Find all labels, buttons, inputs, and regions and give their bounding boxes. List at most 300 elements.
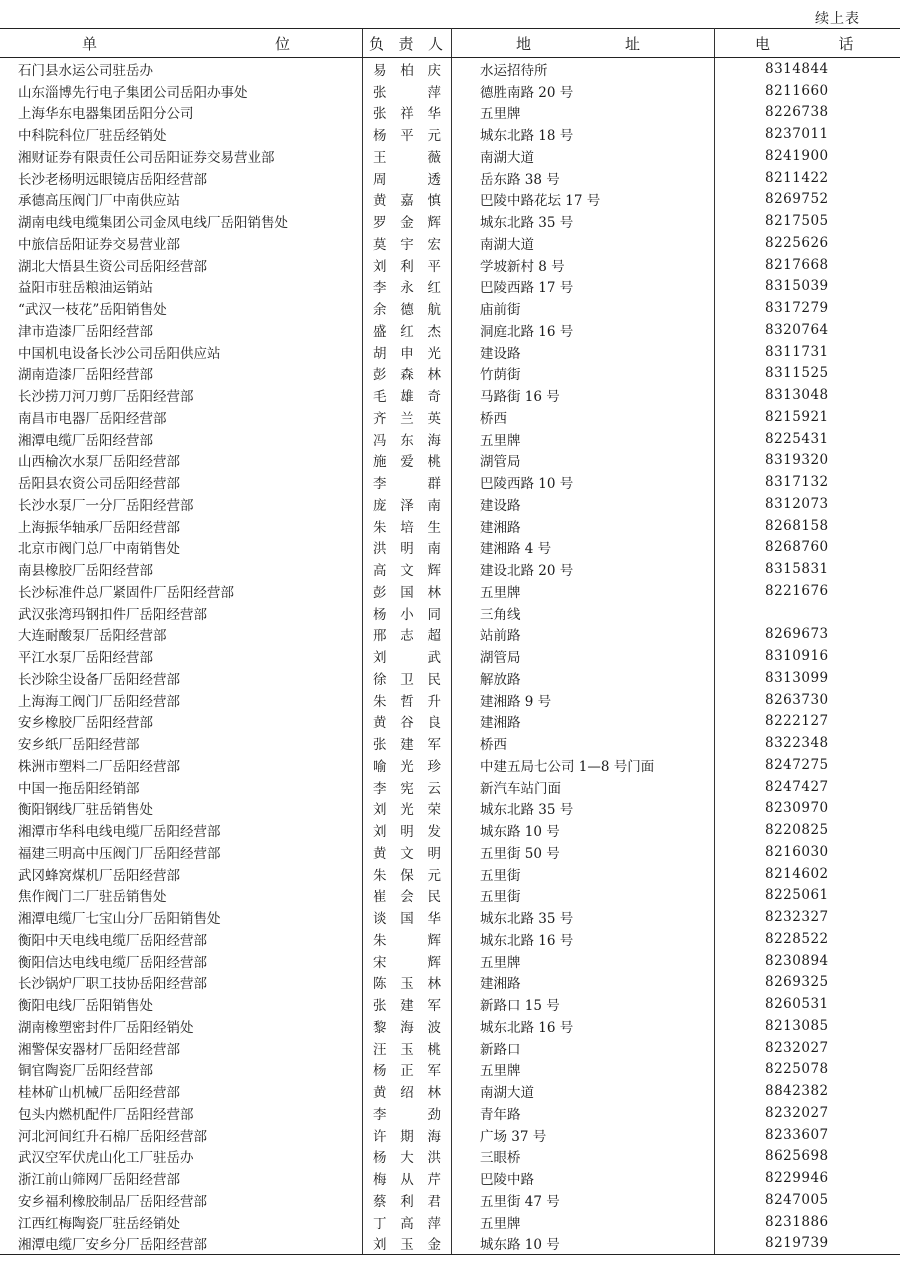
cell-phone: 8625698 (765, 1148, 829, 1165)
table-row (0, 841, 900, 863)
table-row (0, 341, 900, 363)
cell-person (363, 906, 452, 928)
person-name-char: 海 (427, 1128, 441, 1145)
table-row (0, 863, 900, 885)
cell-address: 建设路 (452, 341, 715, 363)
cell-phone: 8311731 (765, 343, 829, 360)
cell-phone: 8241900 (765, 147, 829, 164)
cell-person (363, 145, 452, 167)
cell-person (363, 1233, 452, 1255)
person-name-char: 升 (427, 693, 441, 710)
cell-address: 广场 37 号 (452, 1124, 715, 1146)
table-row (0, 754, 900, 776)
person-name-char: 南 (427, 497, 441, 514)
table-row (0, 885, 900, 907)
person-name-char: 华 (427, 911, 441, 928)
table-row (0, 167, 900, 189)
cell-phone: 8230970 (765, 800, 829, 817)
person-name-char: 易 (373, 62, 387, 79)
person-name-char: 李 (373, 1106, 387, 1123)
cell-person (363, 885, 452, 907)
header-phone-char: 话 (838, 34, 854, 53)
person-name-char: 国 (400, 584, 414, 601)
cell-unit: 石门县水运公司驻岳办 (18, 62, 153, 79)
header-unit-char: 单 (82, 34, 98, 53)
cell-phone: 8230894 (765, 952, 829, 969)
table-row (0, 80, 900, 102)
person-name-char: 光 (427, 345, 441, 362)
person-name (363, 1233, 451, 1253)
person-name-char: 云 (427, 780, 441, 797)
cell-phone: 8319320 (765, 452, 829, 469)
person-name-char: 莫 (373, 236, 387, 253)
person-name-char: 英 (427, 410, 441, 427)
person-name-char: 波 (427, 1019, 441, 1036)
table-row (0, 1211, 900, 1233)
cell-unit: 湘潭电缆厂岳阳经营部 (18, 432, 153, 449)
cell-person (363, 602, 452, 624)
header-person (363, 29, 452, 58)
person-name-char: 雄 (400, 389, 414, 406)
cell-phone: 8263730 (765, 691, 829, 708)
person-name (363, 276, 451, 296)
person-name-char: 航 (427, 302, 441, 319)
cell-phone: 8233607 (765, 1126, 829, 1143)
header-unit (0, 29, 363, 58)
cell-unit: 长沙水泵厂一分厂岳阳经营部 (18, 497, 194, 514)
cell-phone: 8229946 (765, 1170, 829, 1187)
cell-phone: 8317132 (765, 474, 829, 491)
table-row (0, 558, 900, 580)
person-name-char: 薇 (427, 149, 441, 166)
person-name (363, 733, 451, 753)
cell-unit: 中旅信岳阳证券交易营业部 (18, 236, 180, 253)
cell-phone: 8225626 (765, 234, 829, 251)
person-name-char: 武 (427, 650, 441, 667)
directory-table (0, 28, 900, 1255)
person-name-char: 发 (427, 824, 441, 841)
cell-address: 马路街 16 号 (452, 384, 715, 406)
cell-unit: 湖南电线电缆集团公司金凤电线厂岳阳销售处 (18, 215, 288, 232)
cell-unit: 衡阳信达电线电缆厂岳阳经营部 (18, 954, 207, 971)
person-name-char: 齐 (373, 410, 387, 427)
person-name-char: 南 (427, 541, 441, 558)
cell-address: 五里牌 (452, 102, 715, 124)
cell-phone: 8226738 (765, 104, 829, 121)
cell-unit: 中国机电设备长沙公司岳阳供应站 (18, 345, 221, 362)
cell-address: 城东北路 18 号 (452, 123, 715, 145)
person-name (363, 146, 451, 166)
person-name-char: 黄 (373, 1085, 387, 1102)
person-name-char: 永 (400, 280, 414, 297)
person-name-char: 冯 (373, 432, 387, 449)
cell-person (363, 580, 452, 602)
cell-address: 湖管局 (452, 450, 715, 472)
person-name-char: 萍 (427, 1215, 441, 1232)
table-row (0, 776, 900, 798)
cell-address: 南湖大道 (452, 1080, 715, 1102)
cell-phone: 8225431 (765, 430, 829, 447)
person-name (363, 777, 451, 797)
person-name-char: 玉 (400, 976, 414, 993)
cell-address: 桥西 (452, 406, 715, 428)
person-name-char: 正 (400, 1063, 414, 1080)
person-name-char: 国 (400, 911, 414, 928)
person-name-char: 陈 (373, 976, 387, 993)
cell-phone: 8317279 (765, 300, 829, 317)
cell-unit: 长沙除尘设备厂岳阳经营部 (18, 671, 180, 688)
person-name-char: 大 (400, 1150, 414, 1167)
cell-person (363, 819, 452, 841)
cell-unit: 南县橡胶厂岳阳经营部 (18, 563, 153, 580)
cell-unit: 浙江前山筛网厂岳阳经营部 (18, 1172, 180, 1189)
cell-person (363, 276, 452, 298)
cell-address: 新路口 15 号 (452, 993, 715, 1015)
header-person-char: 负 (369, 34, 385, 53)
cell-unit: 衡阳电线厂岳阳销售处 (18, 998, 153, 1015)
person-name (363, 494, 451, 514)
table-row (0, 1080, 900, 1102)
cell-unit: 湘警保安器材厂岳阳经营部 (18, 1041, 180, 1058)
continued-label: 续上表 (815, 11, 860, 27)
cell-unit: 长沙标准件总厂紧固件厂岳阳经营部 (18, 584, 234, 601)
person-name (363, 842, 451, 862)
person-name-char: 从 (400, 1172, 414, 1189)
cell-unit: 湖北大悟县生资公司岳阳经营部 (18, 258, 207, 275)
person-name (363, 450, 451, 470)
person-name-char: 刘 (373, 802, 387, 819)
cell-phone: 8269752 (765, 191, 829, 208)
person-name-char: 超 (427, 628, 441, 645)
table-row (0, 645, 900, 667)
cell-phone: 8269673 (765, 626, 829, 643)
person-name-char: 哲 (400, 693, 414, 710)
person-name-char: 玉 (400, 1237, 414, 1254)
cell-unit: 津市造漆厂岳阳经营部 (18, 323, 153, 340)
table-row (0, 1189, 900, 1211)
cell-address: 竹荫街 (452, 363, 715, 385)
cell-address: 巴陵西路 10 号 (452, 471, 715, 493)
table-row (0, 993, 900, 1015)
person-name-char: 民 (427, 889, 441, 906)
cell-unit: 湘潭市华科电线电缆厂岳阳经营部 (18, 824, 221, 841)
person-name-char: 林 (427, 1085, 441, 1102)
person-name (363, 1103, 451, 1123)
cell-phone: 8247427 (765, 778, 829, 795)
person-name-char: 李 (373, 280, 387, 297)
cell-person (363, 210, 452, 232)
cell-address: 三眼桥 (452, 1146, 715, 1168)
cell-person (363, 972, 452, 994)
cell-phone: 8217505 (765, 213, 829, 230)
cell-address: 庙前街 (452, 297, 715, 319)
person-name (363, 668, 451, 688)
person-name (363, 581, 451, 601)
cell-phone: 8211660 (765, 82, 829, 99)
person-name-char: 萍 (427, 84, 441, 101)
person-name (363, 1212, 451, 1232)
cell-phone (715, 602, 900, 624)
table-row (0, 450, 900, 472)
table-row (0, 145, 900, 167)
person-name-char: 朱 (373, 867, 387, 884)
person-name-char: 刘 (373, 650, 387, 667)
cell-address: 德胜南路 20 号 (452, 80, 715, 102)
person-name-char: 德 (400, 302, 414, 319)
cell-person (363, 624, 452, 646)
cell-person (363, 841, 452, 863)
cell-address: 建湘路 (452, 711, 715, 733)
table-row (0, 667, 900, 689)
cell-unit: 湖南橡塑密封件厂岳阳经销处 (18, 1019, 194, 1036)
person-name (363, 81, 451, 101)
person-name-char: 海 (427, 432, 441, 449)
person-name-char: 光 (400, 758, 414, 775)
person-name-char: 君 (427, 1193, 441, 1210)
person-name-char: 金 (427, 1237, 441, 1254)
cell-person (363, 232, 452, 254)
cell-unit: 长沙捞刀河刀剪厂岳阳经营部 (18, 389, 194, 406)
cell-phone: 8221676 (765, 582, 829, 599)
person-name-char: 毛 (373, 389, 387, 406)
person-name-char: 元 (427, 867, 441, 884)
cell-phone: 8260531 (765, 996, 829, 1013)
header-phone-char: 电 (755, 34, 771, 53)
person-name-char: 张 (373, 106, 387, 123)
person-name-char: 辉 (427, 563, 441, 580)
header-person-char: 责 (398, 34, 414, 53)
person-name (363, 755, 451, 775)
table-row (0, 515, 900, 537)
person-name-char: 杨 (373, 606, 387, 623)
cell-unit: 河北河间红升石棉厂岳阳经营部 (18, 1128, 207, 1145)
table-row (0, 1167, 900, 1189)
person-name-char: 泽 (400, 497, 414, 514)
table-row (0, 232, 900, 254)
header-address-char: 址 (624, 34, 640, 53)
person-name (363, 255, 451, 275)
person-name (363, 516, 451, 536)
cell-phone: 8268158 (765, 517, 829, 534)
cell-person (363, 341, 452, 363)
person-name-char: 申 (400, 345, 414, 362)
person-name (363, 972, 451, 992)
cell-person (363, 1080, 452, 1102)
header-address (452, 29, 715, 58)
person-name-char: 谷 (400, 715, 414, 732)
cell-address: 中建五局七公司 1—8 号门面 (452, 754, 715, 776)
cell-person (363, 297, 452, 319)
person-name-char: 庆 (427, 62, 441, 79)
person-name-char: 刘 (373, 1237, 387, 1254)
cell-phone: 8314844 (765, 60, 829, 77)
person-name-char: 许 (373, 1128, 387, 1145)
person-name-char: 荣 (427, 802, 441, 819)
person-name-char: 会 (400, 889, 414, 906)
person-name-char: 张 (373, 998, 387, 1015)
cell-phone: 8247005 (765, 1191, 829, 1208)
cell-person (363, 1124, 452, 1146)
cell-phone: 8237011 (765, 126, 829, 143)
person-name-char: 军 (427, 998, 441, 1015)
person-name-char: 崔 (373, 889, 387, 906)
person-name-char: 黄 (373, 715, 387, 732)
header-phone (715, 29, 900, 58)
cell-address: 桥西 (452, 732, 715, 754)
cell-person (363, 471, 452, 493)
person-name-char: 透 (427, 171, 441, 188)
cell-address: 城东北路 16 号 (452, 928, 715, 950)
cell-unit: 中科院科位厂驻岳经销处 (18, 128, 167, 145)
person-name-char: 王 (373, 149, 387, 166)
cell-address: 建湘路 (452, 972, 715, 994)
person-name-char: 东 (400, 432, 414, 449)
person-name-char: 宇 (400, 236, 414, 253)
person-name-char: 奇 (427, 389, 441, 406)
person-name (363, 1146, 451, 1166)
person-name-char: 芹 (427, 1172, 441, 1189)
cell-unit: 焦作阀门二厂驻岳销售处 (18, 889, 167, 906)
cell-phone: 8315831 (765, 561, 829, 578)
person-name-char: 洪 (373, 541, 387, 558)
cell-person (363, 1211, 452, 1233)
cell-address: 学坡新村 8 号 (452, 254, 715, 276)
cell-person (363, 80, 452, 102)
table-row (0, 1102, 900, 1124)
person-name-char: 庞 (373, 497, 387, 514)
cell-unit: 安乡纸厂岳阳经营部 (18, 737, 140, 754)
cell-unit: 武冈蜂窝煤机厂岳阳经营部 (18, 867, 180, 884)
person-name-char: 建 (400, 737, 414, 754)
person-name-char: 彭 (373, 367, 387, 384)
cell-person (363, 450, 452, 472)
cell-address: 三角线 (452, 602, 715, 624)
cell-phone: 8215921 (765, 408, 829, 425)
cell-person (363, 319, 452, 341)
cell-address: 城东路 10 号 (452, 1233, 715, 1255)
person-name-char: 林 (427, 367, 441, 384)
person-name-char: 杨 (373, 128, 387, 145)
cell-address: 五里牌 (452, 1211, 715, 1233)
table-row (0, 123, 900, 145)
person-name-char: 李 (373, 476, 387, 493)
cell-address: 巴陵中路花坛 17 号 (452, 189, 715, 211)
cell-address: 城东路 10 号 (452, 819, 715, 841)
person-name-char: 杨 (373, 1063, 387, 1080)
cell-address: 城东北路 35 号 (452, 798, 715, 820)
cell-unit: 南昌市电器厂岳阳经营部 (18, 410, 167, 427)
cell-person (363, 384, 452, 406)
person-name (363, 1059, 451, 1079)
person-name-char: 光 (400, 802, 414, 819)
cell-address: 南湖大道 (452, 145, 715, 167)
person-name-char: 红 (427, 280, 441, 297)
person-name-char: 林 (427, 976, 441, 993)
cell-unit: 长沙老杨明远眼镜店岳阳经营部 (18, 171, 207, 188)
cell-unit: 福建三明高中压阀门厂岳阳经营部 (18, 845, 221, 862)
person-name (363, 233, 451, 253)
table-row (0, 210, 900, 232)
person-name-char: 卫 (400, 671, 414, 688)
cell-unit: 山东淄博先行电子集团公司岳阳办事处 (18, 84, 248, 101)
cell-phone: 8310916 (765, 648, 829, 665)
table-row (0, 276, 900, 298)
cell-person (363, 798, 452, 820)
person-name-char: 保 (400, 867, 414, 884)
cell-phone: 8216030 (765, 843, 829, 860)
person-name (363, 690, 451, 710)
cell-phone: 8232027 (765, 1039, 829, 1056)
person-name-char: 良 (427, 715, 441, 732)
person-name-char: 民 (427, 671, 441, 688)
cell-person (363, 537, 452, 559)
cell-address: 城东北路 35 号 (452, 210, 715, 232)
cell-phone: 8214602 (765, 865, 829, 882)
cell-person (363, 1037, 452, 1059)
cell-phone: 8247275 (765, 756, 829, 773)
table-row (0, 1233, 900, 1255)
cell-unit: 湖南造漆厂岳阳经营部 (18, 367, 153, 384)
person-name (363, 907, 451, 927)
person-name-char: 林 (427, 584, 441, 601)
cell-person (363, 167, 452, 189)
table-row (0, 102, 900, 124)
cell-person (363, 863, 452, 885)
person-name-char: 金 (400, 215, 414, 232)
cell-phone: 8225078 (765, 1061, 829, 1078)
cell-person (363, 776, 452, 798)
cell-address: 五里街 (452, 863, 715, 885)
person-name-char: 培 (400, 519, 414, 536)
person-name-char: 文 (400, 845, 414, 862)
person-name-char: 慎 (427, 193, 441, 210)
cell-unit: 桂林矿山机械厂岳阳经营部 (18, 1085, 180, 1102)
cell-person (363, 189, 452, 211)
cell-address: 五里牌 (452, 1059, 715, 1081)
cell-unit: 湘财证券有限责任公司岳阳证券交易营业部 (18, 149, 275, 166)
person-name-char: 同 (427, 606, 441, 623)
person-name-char: 徐 (373, 671, 387, 688)
person-name-char: 玉 (400, 1041, 414, 1058)
person-name-char: 余 (373, 302, 387, 319)
cell-address: 五里牌 (452, 950, 715, 972)
person-name-char: 红 (400, 323, 414, 340)
person-name-char: 黄 (373, 193, 387, 210)
person-name-char: 明 (400, 824, 414, 841)
person-name-char: 绍 (400, 1085, 414, 1102)
person-name-char: 军 (427, 1063, 441, 1080)
cell-person (363, 123, 452, 145)
cell-phone: 8231886 (765, 1213, 829, 1230)
cell-unit: 岳阳县农资公司岳阳经营部 (18, 476, 180, 493)
person-name (363, 1016, 451, 1036)
cell-person (363, 754, 452, 776)
person-name-char: 盛 (373, 323, 387, 340)
cell-phone: 8268760 (765, 539, 829, 556)
person-name (363, 624, 451, 644)
person-name (363, 189, 451, 209)
person-name-char: 蔡 (373, 1193, 387, 1210)
person-name-char: 利 (400, 258, 414, 275)
cell-address: 巴陵西路 17 号 (452, 276, 715, 298)
table-row (0, 406, 900, 428)
cell-address: 南湖大道 (452, 232, 715, 254)
person-name (363, 168, 451, 188)
person-name (363, 537, 451, 557)
person-name-char: 宋 (373, 954, 387, 971)
cell-person (363, 558, 452, 580)
person-name (363, 1081, 451, 1101)
